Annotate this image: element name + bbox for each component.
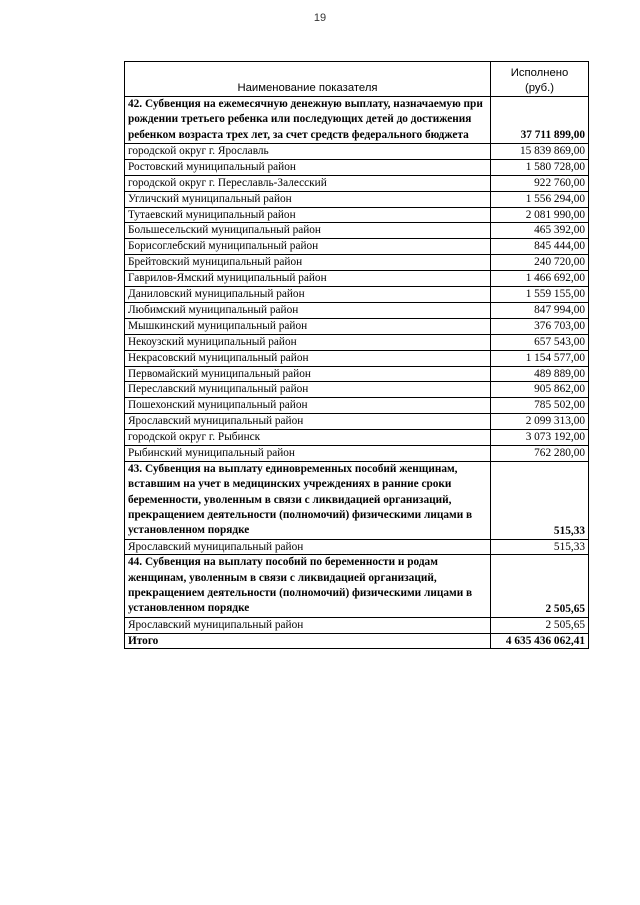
table-row-value: 1 154 577,00 (491, 350, 589, 366)
table-row (125, 350, 589, 366)
table-row (125, 414, 589, 430)
table-row-name: Гаврилов-Ямский муниципальный район (125, 271, 491, 287)
table-row-value: 1 580 728,00 (491, 159, 589, 175)
section-header-row-name: 42. Субвенция на ежемесячную денежную выплату, назначаемую при рождении третьего ребенка или последующих детей до достижения ребенком возраста трех лет, за счет средств федерального бюджета (125, 97, 491, 144)
table-row-name: городской округ г. Рыбинск (125, 430, 491, 446)
table-row-name: Угличский муниципальный район (125, 191, 491, 207)
table-row (125, 223, 589, 239)
table-row-name: Переславский муниципальный район (125, 382, 491, 398)
section-header-row-value: 515,33 (491, 462, 589, 539)
grand-total-row-value: 4 635 436 062,41 (491, 633, 589, 649)
table-row-value: 3 073 192,00 (491, 430, 589, 446)
table-row-value: 2 099 313,00 (491, 414, 589, 430)
table-row-name: Большесельский муниципальный район (125, 223, 491, 239)
table-row-value: 376 703,00 (491, 318, 589, 334)
table-row (125, 287, 589, 303)
table-row (125, 239, 589, 255)
table-header-row (125, 62, 589, 97)
table-row-name: Тутаевский муниципальный район (125, 207, 491, 223)
table-row-value: 1 559 155,00 (491, 287, 589, 303)
header-value-line2: (руб.) (524, 82, 555, 95)
header-value (491, 62, 589, 97)
table-row-value: 785 502,00 (491, 398, 589, 414)
table-row-value: 489 889,00 (491, 366, 589, 382)
table-row (125, 617, 589, 633)
table-row-name: Ярославский муниципальный район (125, 617, 491, 633)
table-row-name: Некоузский муниципальный район (125, 334, 491, 350)
report-table (124, 61, 589, 649)
table-row (125, 302, 589, 318)
table-row (125, 318, 589, 334)
section-header-row (125, 97, 589, 144)
table-row-value: 240 720,00 (491, 255, 589, 271)
table-row-value: 2 081 990,00 (491, 207, 589, 223)
table-row (125, 446, 589, 462)
section-header-row (125, 462, 589, 539)
table-row (125, 271, 589, 287)
table-row-value: 657 543,00 (491, 334, 589, 350)
section-header-row (125, 555, 589, 617)
table-row-name: Некрасовский муниципальный район (125, 350, 491, 366)
table-row (125, 207, 589, 223)
table-row-value: 847 994,00 (491, 302, 589, 318)
table-row-name: Борисоглебский муниципальный район (125, 239, 491, 255)
table-row-name: Мышкинский муниципальный район (125, 318, 491, 334)
table-row-name: Даниловский муниципальный район (125, 287, 491, 303)
table-row-value: 515,33 (491, 539, 589, 555)
table-row-value: 1 466 692,00 (491, 271, 589, 287)
section-header-row-value: 37 711 899,00 (491, 97, 589, 144)
grand-total-row-name: Итого (125, 633, 491, 649)
table-row-value: 762 280,00 (491, 446, 589, 462)
table-row (125, 539, 589, 555)
table-row (125, 398, 589, 414)
table-row-name: Ярославский муниципальный район (125, 414, 491, 430)
page-number: 19 (313, 12, 327, 24)
table-row-value: 15 839 869,00 (491, 143, 589, 159)
table-row-value: 2 505,65 (491, 617, 589, 633)
table-row-value: 1 556 294,00 (491, 191, 589, 207)
table-row-name: Брейтовский муниципальный район (125, 255, 491, 271)
table-row-name: Пошехонский муниципальный район (125, 398, 491, 414)
table-row-name: Первомайский муниципальный район (125, 366, 491, 382)
table-row (125, 191, 589, 207)
table-row-name: городской округ г. Ярославль (125, 143, 491, 159)
header-value-line1: Исполнено (510, 67, 569, 80)
table-body (125, 97, 589, 649)
section-header-row-value: 2 505,65 (491, 555, 589, 617)
table-row (125, 175, 589, 191)
table-row-name: городской округ г. Переславль-Залесский (125, 175, 491, 191)
table-row-value: 845 444,00 (491, 239, 589, 255)
table-row-value: 922 760,00 (491, 175, 589, 191)
table-row (125, 334, 589, 350)
table-row (125, 159, 589, 175)
table-row (125, 366, 589, 382)
table-row-name: Ростовский муниципальный район (125, 159, 491, 175)
grand-total-row (125, 633, 589, 649)
table-row (125, 255, 589, 271)
header-name: Наименование показателя (125, 62, 491, 97)
table-row-name: Ярославский муниципальный район (125, 539, 491, 555)
table-row-value: 465 392,00 (491, 223, 589, 239)
table-row-name: Рыбинский муниципальный район (125, 446, 491, 462)
table-row (125, 382, 589, 398)
table-row (125, 143, 589, 159)
section-header-row-name: 44. Субвенция на выплату пособий по беременности и родам женщинам, уволенным в связи с ликвидацией организаций, прекращением деятельности (полномочий) физическими лицами в установленном порядке (125, 555, 491, 617)
table-row-value: 905 862,00 (491, 382, 589, 398)
table-row (125, 430, 589, 446)
section-header-row-name: 43. Субвенция на выплату единовременных пособий женщинам, вставшим на учет в медицинских учреждениях в ранние сроки беременности, уволенным в связи с ликвидацией организаций, прекращением деятельности (полномочий) физическими лицами в установленном порядке (125, 462, 491, 539)
table-row-name: Любимский муниципальный район (125, 302, 491, 318)
